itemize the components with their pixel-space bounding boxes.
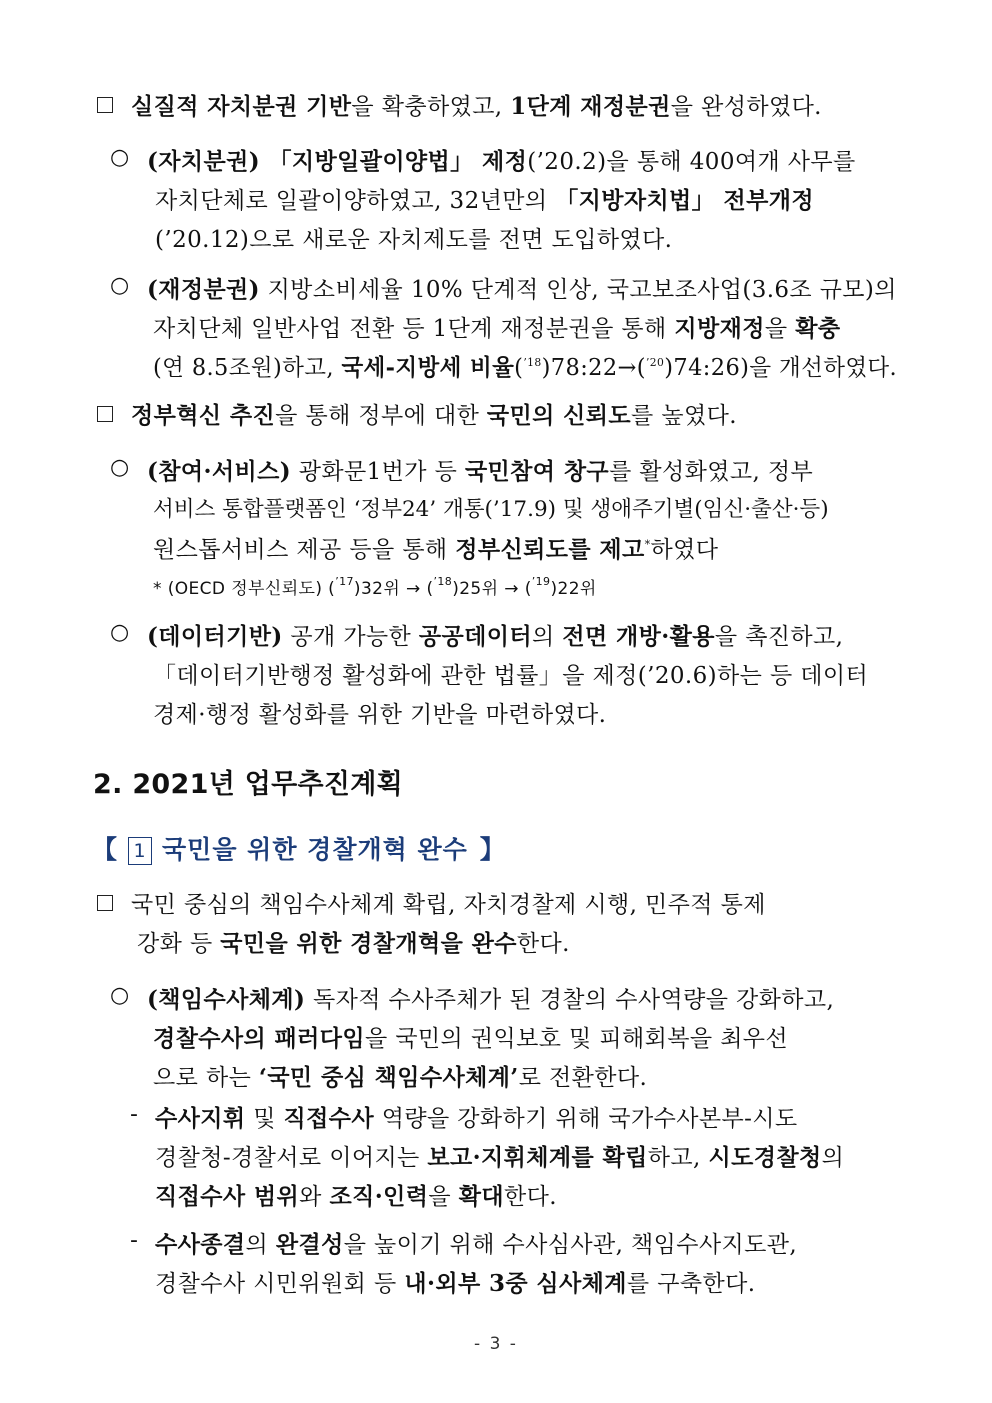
text: 한다. — [516, 931, 570, 957]
bracket-open: 【 — [92, 835, 119, 864]
text: 경찰수사 시민위원회 등 — [155, 1271, 405, 1297]
text-line — [155, 1265, 755, 1298]
bold-text: (책임수사체계) — [147, 986, 306, 1013]
text-line — [155, 1100, 798, 1133]
text-line — [147, 271, 897, 304]
bold-text: 직접수사 범위 — [155, 1183, 300, 1210]
bold-text: 공공데이터 — [418, 623, 532, 650]
bold-text: (참여·서비스) — [147, 458, 292, 485]
text: 강화 등 — [137, 931, 221, 957]
bold-text: 국세-지방세 비율 — [341, 354, 515, 381]
bold-text: 완결성 — [275, 1231, 344, 1258]
text: 지방소비세율 10% 단계적 인상, 국고보조사업(3.6조 규모)의 — [259, 277, 897, 303]
text-line — [147, 453, 813, 486]
superscript: ’17 — [335, 575, 354, 588]
text: 으로 하는 — [153, 1065, 259, 1091]
footnote — [153, 574, 597, 599]
text: 을 높이기 위해 수사심사관, 책임수사지도관, — [343, 1232, 798, 1258]
text: 자치단체 일반사업 전환 등 1단계 재정분권을 통해 — [153, 316, 675, 342]
bold-text: 국민을 위한 경찰개혁을 완수 — [220, 930, 517, 957]
text: 을 — [764, 316, 796, 342]
text: 을 확충하였고, — [351, 94, 511, 120]
text-line — [153, 657, 868, 690]
text: 을 완성하였다. — [670, 94, 822, 120]
superscript: ’18 — [523, 356, 542, 369]
text: 와 — [299, 1184, 330, 1210]
superscript: ’18 — [433, 575, 453, 588]
dash-bullet: - — [130, 1228, 138, 1253]
text: )74:26)을 개선하였다. — [664, 355, 898, 381]
text: 광화문1번가 등 — [291, 459, 465, 485]
text: 을 촉진하고, — [714, 624, 844, 650]
bold-text: 직접수사 — [283, 1105, 375, 1132]
text-line — [153, 531, 718, 564]
text: ( — [514, 355, 524, 381]
page-number: - 3 - — [474, 1334, 518, 1354]
bold-text: 지방재정 — [674, 315, 765, 342]
text-line — [131, 88, 822, 121]
text: 독자적 수사주체가 된 경찰의 수사역량을 강화하고, — [305, 987, 835, 1013]
bold-text: 실질적 자치분권 기반 — [131, 93, 352, 120]
bold-text: 조직·인력 — [329, 1183, 429, 1210]
text-line — [147, 981, 834, 1014]
text: )25위 → ( — [452, 579, 532, 599]
text: 공개 가능한 — [282, 624, 419, 650]
text-line — [155, 1178, 557, 1211]
text-line — [147, 143, 856, 176]
text: 서비스 통합플랫폼인 ‘정부24’ 개통(’17.9) 및 생애주기별(임신·출산·등) — [153, 497, 829, 522]
bold-text: 전면 개방·활용 — [562, 623, 715, 650]
text: )32위 → ( — [353, 579, 434, 599]
circle-bullet: ○ — [110, 273, 130, 298]
text-line — [131, 397, 737, 430]
text-line — [153, 310, 840, 343]
bold-text: ‘국민 중심 책임수사체계’ — [258, 1064, 519, 1091]
text: 하고, — [647, 1145, 709, 1171]
bracket-close: 】 — [479, 835, 506, 864]
bold-text: 확충 — [795, 315, 841, 342]
bold-text: 1단계 재정분권 — [510, 93, 671, 120]
text: * (OECD 정부신뢰도) ( — [153, 579, 336, 599]
text-line — [155, 1226, 797, 1259]
text: (연 8.5조원)하고, — [153, 355, 342, 381]
text: 을 통해 정부에 대한 — [275, 403, 487, 429]
square-bullet — [97, 97, 113, 113]
text-line — [137, 925, 570, 958]
text: 를 높였다. — [631, 403, 737, 429]
text: 및 — [245, 1106, 284, 1132]
text-line — [147, 618, 843, 651]
bold-text: 국민참여 창구 — [464, 458, 610, 485]
text: 하였다 — [650, 537, 719, 563]
footnote-mark: * — [644, 538, 651, 551]
text: (’20.12)으로 새로운 자치제도를 전면 도입하였다. — [155, 227, 673, 253]
text-line — [131, 886, 766, 919]
section-title: 2. 2021년 업무추진계획 — [93, 769, 404, 800]
bold-text: 보고·지휘체계를 확립 — [427, 1144, 648, 1171]
superscript: ’20 — [645, 356, 665, 369]
dash-bullet: - — [130, 1102, 138, 1127]
text: 역량을 강화하기 위해 국가수사본부-시도 — [374, 1106, 798, 1132]
text-line — [153, 1020, 788, 1053]
circle-bullet: ○ — [110, 145, 130, 170]
text: 를 활성화였고, 정부 — [609, 459, 814, 485]
subsection-title — [92, 830, 506, 866]
square-bullet — [97, 895, 113, 911]
text-line — [153, 1059, 647, 1092]
text: 「데이터기반행정 활성화에 관한 법률」을 제정(’20.6)하는 등 데이터 — [153, 663, 869, 689]
subsection-text: 국민을 위한 경찰개혁 완수 — [162, 835, 468, 864]
text: 자치단체로 일괄이양하였고, 32년만의 — [155, 188, 556, 214]
bold-text: (데이터기반) — [147, 623, 283, 650]
text: 로 전환한다. — [518, 1065, 648, 1091]
number-box: 1 — [128, 837, 152, 865]
bold-text: 「지방자치법」 전부개정 — [555, 187, 814, 214]
circle-bullet: ○ — [110, 983, 130, 1008]
text: )78:22→( — [541, 355, 646, 381]
bold-text: 확대 — [458, 1183, 504, 1210]
bold-text: 정부신뢰도를 제고 — [455, 536, 645, 563]
text: 원스톱서비스 제공 등을 통해 — [153, 537, 456, 563]
text: 를 구축한다. — [626, 1271, 756, 1297]
text-line — [153, 349, 897, 382]
text: 경찰청-경찰서로 이어지는 — [155, 1145, 428, 1171]
text: 을 국민의 권익보호 및 피해회복을 최우선 — [364, 1026, 789, 1052]
bold-text: 내·외부 3중 심사체계 — [404, 1270, 627, 1297]
bold-text: (자치분권) 「지방일괄이양법」 제정 — [147, 148, 528, 175]
text-line — [155, 221, 672, 254]
text: 의 — [245, 1232, 276, 1258]
square-bullet — [97, 406, 113, 422]
bold-text: 정부혁신 추진 — [131, 402, 276, 429]
text: 경제·행정 활성화를 위한 기반을 마련하였다. — [153, 702, 607, 728]
text: 의 — [821, 1145, 845, 1171]
circle-bullet: ○ — [110, 455, 130, 480]
superscript: ’19 — [531, 575, 551, 588]
text: (’20.2)을 통해 400여개 사무를 — [527, 149, 856, 175]
bold-text: 시도경찰청 — [708, 1144, 822, 1171]
text: 의 — [531, 624, 563, 650]
circle-bullet: ○ — [110, 620, 130, 645]
text-line — [155, 1139, 844, 1172]
text-line — [155, 182, 814, 215]
bold-text: (재정분권) — [147, 276, 260, 303]
text: )22위 — [550, 579, 597, 599]
text: 을 — [428, 1184, 459, 1210]
bold-text: 수사지휘 — [155, 1105, 246, 1132]
text-line — [153, 696, 606, 729]
bold-text: 경찰수사의 패러다임 — [153, 1025, 365, 1052]
text-line — [153, 492, 829, 523]
bold-text: 국민의 신뢰도 — [486, 402, 632, 429]
text: 한다. — [503, 1184, 557, 1210]
text: 국민 중심의 책임수사체계 확립, 자치경찰제 시행, 민주적 통제 — [131, 892, 766, 918]
bold-text: 수사종결 — [155, 1231, 246, 1258]
